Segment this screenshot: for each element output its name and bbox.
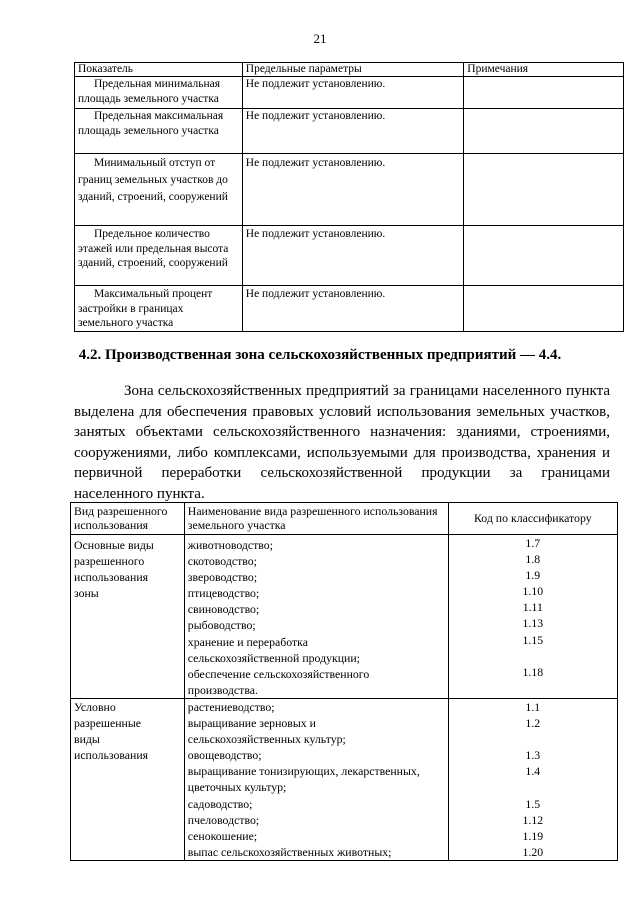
- permitted-uses-table: [70, 502, 618, 861]
- use-type-line: виды: [74, 732, 100, 747]
- use-name-line: выращивание зерновых и: [187, 716, 316, 731]
- use-type-line: Основные виды: [74, 538, 154, 552]
- page-number: 21: [313, 31, 327, 46]
- params-header-note: Примечания: [464, 63, 624, 77]
- code-spacer: [449, 731, 617, 747]
- note-cell: [464, 226, 624, 286]
- indicator-cell: Предельная минимальная площадь земельного участка: [75, 77, 243, 109]
- use-code: 1.7: [525, 536, 541, 550]
- value-cell: Не подлежит установлению.: [242, 286, 464, 332]
- use-name-line: растениеводство;: [187, 699, 275, 714]
- uses-header-code: Код по классификатору: [448, 503, 617, 535]
- use-code: 1.5: [525, 796, 541, 811]
- use-name-cell: [184, 535, 448, 699]
- use-name-line: звероводство;: [187, 570, 258, 585]
- use-name-line: садоводство;: [187, 796, 253, 811]
- zone-description: Зона сельскохозяйственных предприятий за границами населенного пункта выделена для обеспечения правовых условий использования земельных участков, занятых объектами сельскохозяйственного назначения: зданиями, строениями, сооружениями, либо комплексами, используемыми для производства, хранения и первичной переработки сельскохозяйственной продукции за границами населенного пункта.: [74, 383, 610, 502]
- params-header-value: Предельные параметры: [242, 63, 464, 77]
- table-row: [75, 226, 624, 286]
- table-row: [71, 698, 618, 860]
- params-table: [74, 62, 624, 332]
- use-name-line: выпас сельскохозяйственных животных;: [187, 844, 392, 859]
- use-name-line: пчеловодство;: [187, 812, 260, 827]
- use-name-line: свиноводство;: [187, 602, 260, 617]
- use-code: 1.13: [522, 616, 544, 631]
- value-cell: Не подлежит установлению.: [242, 109, 464, 154]
- value-cell: Не подлежит установлению.: [242, 77, 464, 109]
- value-cell: Не подлежит установлению.: [242, 226, 464, 286]
- use-name-line: сельскохозяйственных культур;: [187, 732, 346, 747]
- use-name-line: хранение и переработка: [187, 634, 308, 649]
- use-code: 1.8: [525, 552, 541, 567]
- use-type-line: использования: [74, 570, 149, 585]
- uses-table-header: [71, 503, 618, 535]
- table-row: [75, 109, 624, 154]
- indicator-cell: Предельная максимальная площадь земельного участка: [75, 109, 243, 154]
- indicator-cell: Максимальный процент застройки в границах земельного участка: [75, 286, 243, 332]
- use-code: 1.4: [525, 764, 541, 779]
- use-type-line: Условно: [74, 699, 116, 714]
- use-code: 1.10: [522, 584, 544, 599]
- use-type-line: использования: [74, 748, 149, 763]
- use-name-line: животноводство;: [187, 538, 273, 552]
- use-type-line: разрешенные: [74, 716, 142, 731]
- indicator-cell: Предельное количество этажей или предельная высота зданий, строений, сооружений: [75, 226, 243, 286]
- use-code: 1.3: [525, 748, 541, 763]
- use-name-line: обеспечение сельскохозяйственного: [187, 666, 370, 681]
- use-name-line: сельскохозяйственной продукции;: [187, 650, 360, 665]
- params-table-header: [75, 63, 624, 77]
- use-name-line: скотоводство;: [187, 554, 257, 569]
- note-cell: [464, 154, 624, 226]
- use-name-line: сенокошение;: [187, 828, 258, 843]
- use-code: 1.2: [525, 716, 541, 731]
- use-type-line: разрешенного: [74, 554, 145, 569]
- use-name-line: птицеводство;: [187, 586, 260, 601]
- use-name-line: производства.: [187, 682, 258, 697]
- use-code: 1.18: [522, 664, 544, 679]
- code-spacer: [449, 680, 617, 696]
- use-code: 1.11: [522, 600, 543, 615]
- table-row: [75, 154, 624, 226]
- indicator-cell: Минимальный отступ от границ земельных участков до зданий, строений, сооружений: [75, 154, 243, 226]
- params-header-indicator: Показатель: [75, 63, 243, 77]
- use-name-line: овощеводство;: [187, 748, 262, 763]
- use-code: 1.20: [522, 844, 544, 859]
- use-code-cell: [448, 698, 617, 860]
- use-code: 1.12: [522, 812, 544, 827]
- use-type-line: зоны: [74, 586, 99, 601]
- uses-header-name: Наименование вида разрешенного использования земельного участка: [184, 503, 448, 535]
- code-spacer: [449, 779, 617, 795]
- table-row: [75, 77, 624, 109]
- code-spacer: [449, 648, 617, 664]
- use-code-cell: [448, 535, 617, 699]
- section-heading: 4.2. Производственная зона сельскохозяйственных предприятий — 4.4.: [78, 347, 562, 363]
- use-name-line: цветочных культур;: [187, 780, 287, 795]
- use-code: 1.19: [522, 828, 544, 843]
- note-cell: [464, 109, 624, 154]
- note-cell: [464, 77, 624, 109]
- use-name-cell: [184, 698, 448, 860]
- use-code: 1.9: [525, 568, 541, 583]
- use-name-line: выращивание тонизирующих, лекарственных,: [187, 764, 420, 779]
- value-cell: Не подлежит установлению.: [242, 154, 464, 226]
- use-type-cell: [71, 535, 185, 699]
- uses-header-type: Вид разрешенного использования: [71, 503, 185, 535]
- table-row: [75, 286, 624, 332]
- use-code: 1.15: [522, 632, 544, 647]
- use-code: 1.1: [525, 699, 541, 714]
- note-cell: [464, 286, 624, 332]
- use-name-line: рыбоводство;: [187, 618, 256, 633]
- table-row: [71, 535, 618, 699]
- use-type-cell: [71, 698, 185, 860]
